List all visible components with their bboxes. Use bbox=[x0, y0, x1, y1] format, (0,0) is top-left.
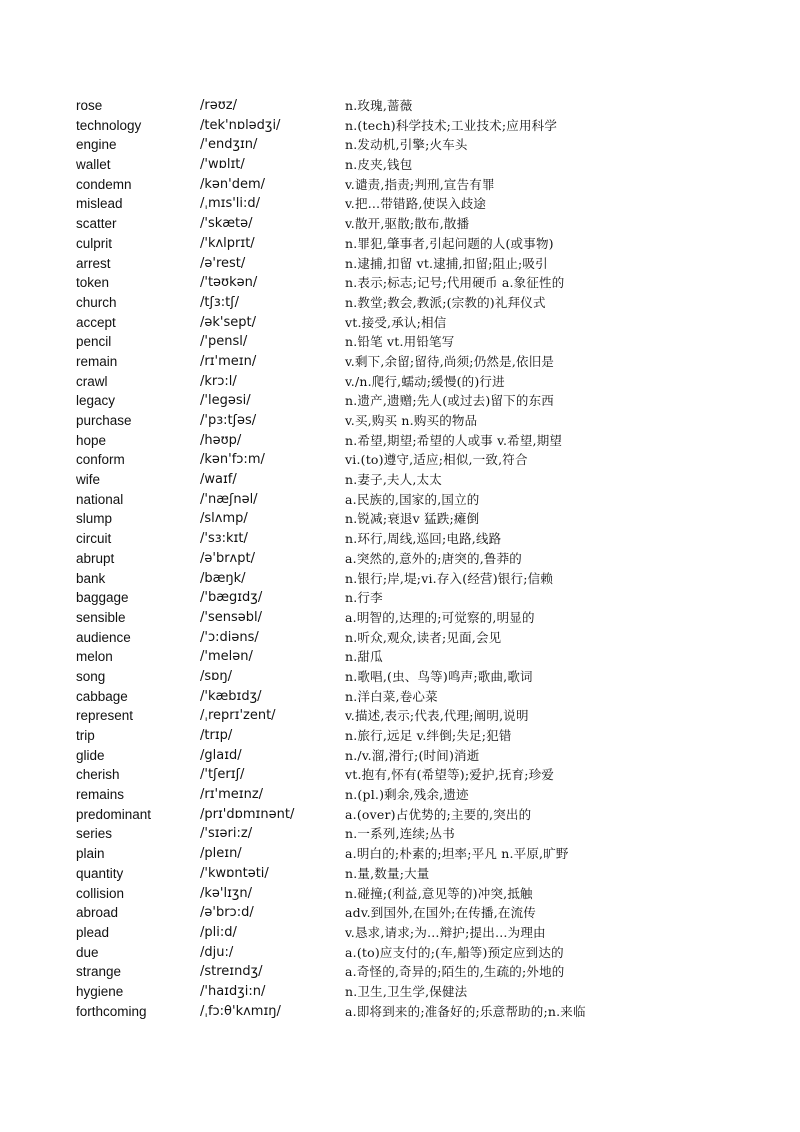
vocab-phonetic: /glaɪd/ bbox=[200, 747, 242, 763]
vocab-phonetic: /prɪ'dɒmɪnənt/ bbox=[200, 806, 295, 822]
vocab-row bbox=[0, 194, 800, 214]
vocab-row bbox=[0, 411, 800, 431]
vocab-phonetic: /pleɪn/ bbox=[200, 846, 242, 862]
vocab-phonetic: /trɪp/ bbox=[200, 728, 233, 743]
vocab-row bbox=[0, 116, 800, 136]
vocab-phonetic: /sɒŋ/ bbox=[200, 668, 233, 684]
vocab-row bbox=[0, 214, 800, 234]
vocab-definition: v.描述,表示;代表,代理;阐明,说明 bbox=[345, 708, 529, 724]
vocab-definition: n.碰撞;(利益,意见等的)冲突,抵触 bbox=[345, 885, 533, 901]
vocab-word: culprit bbox=[76, 235, 113, 251]
vocab-word: plain bbox=[76, 846, 105, 862]
vocab-word: wallet bbox=[76, 157, 111, 173]
vocab-definition: n.听众,观众,读者;见面,会见 bbox=[345, 629, 502, 645]
vocab-definition: vt.抱有,怀有(希望等);爱护,抚育;珍爱 bbox=[345, 767, 555, 783]
vocab-phonetic: /rəʊz/ bbox=[200, 98, 237, 113]
vocab-row bbox=[0, 982, 800, 1002]
vocab-row bbox=[0, 1002, 800, 1022]
vocab-definition: n.银行;岸,堤;vi.存入(经营)银行;信赖 bbox=[345, 570, 554, 586]
vocab-phonetic: /'kʌlprɪt/ bbox=[200, 235, 255, 251]
vocab-row bbox=[0, 903, 800, 923]
vocab-phonetic: /ə'brʌpt/ bbox=[200, 550, 255, 566]
vocab-word: abrupt bbox=[76, 550, 115, 566]
vocab-phonetic: /'sensəbl/ bbox=[200, 609, 262, 625]
vocab-definition: a.明智的,达理的;可觉察的,明显的 bbox=[345, 609, 535, 625]
vocab-phonetic: /dju:/ bbox=[200, 944, 234, 960]
vocab-phonetic: /'tʃerɪʃ/ bbox=[200, 767, 245, 783]
vocab-definition: vi.(to)遵守,适应;相似,一致,符合 bbox=[345, 452, 528, 468]
vocab-row bbox=[0, 569, 800, 589]
vocab-word: remain bbox=[76, 353, 118, 369]
vocab-phonetic: /kə'lɪʒn/ bbox=[200, 885, 253, 901]
vocab-word: scatter bbox=[76, 216, 117, 232]
vocab-word: purchase bbox=[76, 413, 132, 428]
vocab-word: series bbox=[76, 826, 113, 842]
vocab-definition: a.即将到来的;准备好的;乐意帮助的;n.来临 bbox=[345, 1003, 586, 1019]
vocab-word: remains bbox=[76, 787, 125, 803]
vocab-phonetic: /ˌmɪs'li:d/ bbox=[200, 196, 261, 212]
vocab-word: church bbox=[76, 294, 117, 310]
vocab-definition: n.教堂;教会,教派;(宗教的)礼拜仪式 bbox=[345, 294, 546, 310]
vocab-row bbox=[0, 529, 800, 549]
vocab-phonetic: /'melən/ bbox=[200, 649, 253, 665]
vocab-phonetic: /'haɪdʒi:n/ bbox=[200, 983, 266, 999]
vocab-phonetic: /həʊp/ bbox=[200, 432, 242, 448]
vocab-phonetic: /waɪf/ bbox=[200, 472, 237, 488]
vocab-word: song bbox=[76, 668, 106, 684]
vocab-word: rose bbox=[76, 98, 103, 113]
vocab-word: crawl bbox=[76, 373, 108, 389]
vocab-definition: v.把…带错路,使误入歧途 bbox=[345, 196, 487, 212]
vocab-phonetic: /'legəsi/ bbox=[200, 393, 251, 409]
vocab-row bbox=[0, 509, 800, 529]
vocab-phonetic: /'pɜ:tʃəs/ bbox=[200, 413, 257, 428]
vocab-row bbox=[0, 254, 800, 274]
vocab-definition: n.铅笔 vt.用铅笔写 bbox=[345, 334, 455, 350]
vocab-row bbox=[0, 706, 800, 726]
vocab-word: cherish bbox=[76, 767, 120, 783]
vocab-row bbox=[0, 332, 800, 352]
vocab-phonetic: /'təʊkən/ bbox=[200, 275, 258, 291]
vocab-definition: v./n.爬行,蠕动;缓慢(的)行进 bbox=[345, 373, 505, 389]
vocab-definition: v.剩下,余留;留待,尚须;仍然是,依旧是 bbox=[345, 353, 555, 369]
vocab-definition: a.(over)占优势的;主要的,突出的 bbox=[345, 806, 532, 822]
vocab-row bbox=[0, 175, 800, 195]
vocab-word: legacy bbox=[76, 393, 116, 409]
vocab-row bbox=[0, 431, 800, 451]
vocab-phonetic: /'wɒlɪt/ bbox=[200, 157, 245, 173]
vocab-definition: n.(pl.)剩余,残余,遗迹 bbox=[345, 787, 469, 803]
vocab-row bbox=[0, 372, 800, 392]
vocab-definition: vt.接受,承认;相信 bbox=[345, 314, 447, 330]
vocab-row bbox=[0, 313, 800, 333]
vocab-row bbox=[0, 726, 800, 746]
vocab-row bbox=[0, 391, 800, 411]
vocab-row bbox=[0, 470, 800, 490]
vocab-row bbox=[0, 864, 800, 884]
vocab-phonetic: /ə'rest/ bbox=[200, 255, 246, 271]
vocab-definition: n.逮捕,扣留 vt.逮捕,扣留;阻止;吸引 bbox=[345, 255, 548, 271]
vocab-row bbox=[0, 923, 800, 943]
vocab-definition: v.买,购买 n.购买的物品 bbox=[345, 413, 478, 428]
vocab-phonetic: /'bægɪdʒ/ bbox=[200, 590, 263, 606]
vocab-row bbox=[0, 490, 800, 510]
vocab-definition: v.散开,驱散;散布,散播 bbox=[345, 216, 470, 232]
vocab-word: mislead bbox=[76, 196, 123, 212]
vocab-row bbox=[0, 549, 800, 569]
vocab-definition: a.(to)应支付的;(车,船等)预定应到达的 bbox=[345, 944, 564, 960]
vocab-word: predominant bbox=[76, 806, 152, 822]
vocab-row bbox=[0, 962, 800, 982]
vocab-phonetic: /ˌfɔ:θ'kʌmɪŋ/ bbox=[200, 1003, 281, 1019]
vocab-definition: n.希望,期望;希望的人或事 v.希望,期望 bbox=[345, 432, 563, 448]
vocab-definition: a.奇怪的,奇异的;陌生的,生疏的;外地的 bbox=[345, 964, 565, 980]
vocab-row bbox=[0, 293, 800, 313]
vocabulary-table bbox=[0, 96, 800, 1021]
vocab-word: audience bbox=[76, 629, 131, 645]
vocab-row bbox=[0, 96, 800, 116]
vocab-row bbox=[0, 628, 800, 648]
vocab-phonetic: /ə'brɔ:d/ bbox=[200, 905, 254, 921]
vocab-phonetic: /tʃɜ:tʃ/ bbox=[200, 294, 239, 310]
vocab-phonetic: /'kæbɪdʒ/ bbox=[200, 688, 262, 704]
vocab-word: sensible bbox=[76, 609, 126, 625]
vocab-definition: n.旅行,远足 v.绊倒;失足;犯错 bbox=[345, 728, 512, 743]
vocab-definition: n.量,数量;大量 bbox=[345, 865, 430, 881]
vocab-definition: n.卫生,卫生学,保健法 bbox=[345, 983, 468, 999]
vocab-word: engine bbox=[76, 137, 117, 153]
vocab-word: arrest bbox=[76, 255, 111, 271]
vocab-word: slump bbox=[76, 511, 113, 527]
vocab-definition: n.(tech)科学技术;工业技术;应用科学 bbox=[345, 117, 558, 133]
vocab-phonetic: /'kwɒntəti/ bbox=[200, 865, 269, 881]
vocab-word: collision bbox=[76, 885, 125, 901]
vocab-row bbox=[0, 234, 800, 254]
vocab-word: technology bbox=[76, 117, 142, 133]
vocab-definition: n.洋白菜,卷心菜 bbox=[345, 688, 438, 704]
vocab-phonetic: /pli:d/ bbox=[200, 924, 237, 940]
vocab-row bbox=[0, 273, 800, 293]
vocab-row bbox=[0, 608, 800, 628]
vocab-definition: n./v.溜,滑行;(时间)消逝 bbox=[345, 747, 480, 763]
vocab-definition: n.罪犯,肇事者,引起问题的人(或事物) bbox=[345, 235, 554, 251]
vocab-row bbox=[0, 135, 800, 155]
vocab-word: quantity bbox=[76, 865, 124, 881]
vocab-row bbox=[0, 588, 800, 608]
vocab-phonetic: /'pensl/ bbox=[200, 334, 248, 350]
vocab-definition: n.甜瓜 bbox=[345, 649, 383, 665]
vocab-word: trip bbox=[76, 728, 95, 743]
vocab-row bbox=[0, 844, 800, 864]
vocab-row bbox=[0, 155, 800, 175]
vocab-phonetic: /bæŋk/ bbox=[200, 570, 246, 586]
vocab-word: hope bbox=[76, 432, 107, 448]
vocab-definition: adv.到国外,在国外;在传播,在流传 bbox=[345, 905, 536, 921]
vocab-word: condemn bbox=[76, 176, 132, 192]
vocab-definition: a.明白的;朴素的;坦率;平凡 n.平原,旷野 bbox=[345, 846, 569, 862]
vocab-definition: a.突然的,意外的;唐突的,鲁莽的 bbox=[345, 550, 522, 566]
vocab-word: accept bbox=[76, 314, 116, 330]
vocab-row bbox=[0, 765, 800, 785]
vocab-row bbox=[0, 450, 800, 470]
vocab-row bbox=[0, 687, 800, 707]
vocab-word: abroad bbox=[76, 905, 119, 921]
vocab-word: wife bbox=[76, 472, 101, 488]
vocab-phonetic: /'ɔ:diəns/ bbox=[200, 629, 259, 645]
vocab-definition: n.皮夹,钱包 bbox=[345, 157, 413, 173]
vocab-word: plead bbox=[76, 924, 110, 940]
vocab-phonetic: /ək'sept/ bbox=[200, 314, 256, 330]
vocab-phonetic: /'skætə/ bbox=[200, 216, 253, 232]
vocab-phonetic: /slʌmp/ bbox=[200, 511, 248, 527]
vocab-phonetic: /krɔ:l/ bbox=[200, 373, 237, 389]
vocab-phonetic: /kən'fɔ:m/ bbox=[200, 452, 265, 468]
vocab-definition: n.锐减;衰退v 猛跌;瘫倒 bbox=[345, 511, 480, 527]
vocab-word: circuit bbox=[76, 531, 112, 547]
vocab-row bbox=[0, 352, 800, 372]
vocab-phonetic: /ˌreprɪ'zent/ bbox=[200, 708, 276, 724]
vocab-definition: n.一系列,连续;丛书 bbox=[345, 826, 455, 842]
vocab-word: baggage bbox=[76, 590, 129, 606]
vocab-definition: n.表示;标志;记号;代用硬币 a.象征性的 bbox=[345, 275, 565, 291]
vocab-word: due bbox=[76, 944, 99, 960]
vocab-row bbox=[0, 746, 800, 766]
vocab-definition: a.民族的,国家的,国立的 bbox=[345, 491, 480, 507]
vocab-phonetic: /'endʒɪn/ bbox=[200, 137, 258, 153]
vocab-definition: v.恳求,请求;为…辩护;提出…为理由 bbox=[345, 924, 546, 940]
vocab-word: forthcoming bbox=[76, 1003, 147, 1019]
vocab-row bbox=[0, 824, 800, 844]
vocab-word: strange bbox=[76, 964, 122, 980]
vocab-definition: n.妻子,夫人,太太 bbox=[345, 472, 442, 488]
vocab-word: token bbox=[76, 275, 110, 291]
vocab-row bbox=[0, 785, 800, 805]
vocab-row bbox=[0, 667, 800, 687]
vocab-word: pencil bbox=[76, 334, 112, 350]
vocab-row bbox=[0, 805, 800, 825]
vocab-word: represent bbox=[76, 708, 134, 724]
vocab-definition: n.歌唱,(虫、鸟等)鸣声;歌曲,歌词 bbox=[345, 668, 533, 684]
vocab-phonetic: /tek'nɒlədʒi/ bbox=[200, 117, 281, 133]
vocab-phonetic: /'sɜ:kɪt/ bbox=[200, 531, 248, 547]
vocab-phonetic: /streɪndʒ/ bbox=[200, 964, 263, 980]
vocab-phonetic: /kən'dem/ bbox=[200, 176, 266, 192]
vocab-word: bank bbox=[76, 570, 106, 586]
vocab-word: conform bbox=[76, 452, 125, 468]
vocab-definition: n.遗产,遗赠;先人(或过去)留下的东西 bbox=[345, 393, 554, 409]
vocab-word: cabbage bbox=[76, 688, 128, 704]
vocab-definition: n.发动机,引擎;火车头 bbox=[345, 137, 468, 153]
vocab-phonetic: /'sɪəri:z/ bbox=[200, 826, 253, 842]
vocab-definition: n.环行,周线,巡回;电路,线路 bbox=[345, 531, 502, 547]
vocab-definition: n.行李 bbox=[345, 590, 383, 606]
vocab-definition: n.玫瑰,蔷薇 bbox=[345, 98, 413, 113]
vocab-word: hygiene bbox=[76, 983, 124, 999]
vocab-phonetic: /'næʃnəl/ bbox=[200, 491, 258, 507]
vocab-word: glide bbox=[76, 747, 105, 763]
vocab-definition: v.谴责,指责;判刑,宣告有罪 bbox=[345, 176, 495, 192]
vocab-phonetic: /rɪ'meɪnz/ bbox=[200, 787, 264, 803]
vocab-row bbox=[0, 943, 800, 963]
vocab-row bbox=[0, 647, 800, 667]
vocab-word: national bbox=[76, 491, 124, 507]
vocab-phonetic: /rɪ'meɪn/ bbox=[200, 353, 257, 369]
vocab-row bbox=[0, 884, 800, 904]
vocab-word: melon bbox=[76, 649, 113, 665]
